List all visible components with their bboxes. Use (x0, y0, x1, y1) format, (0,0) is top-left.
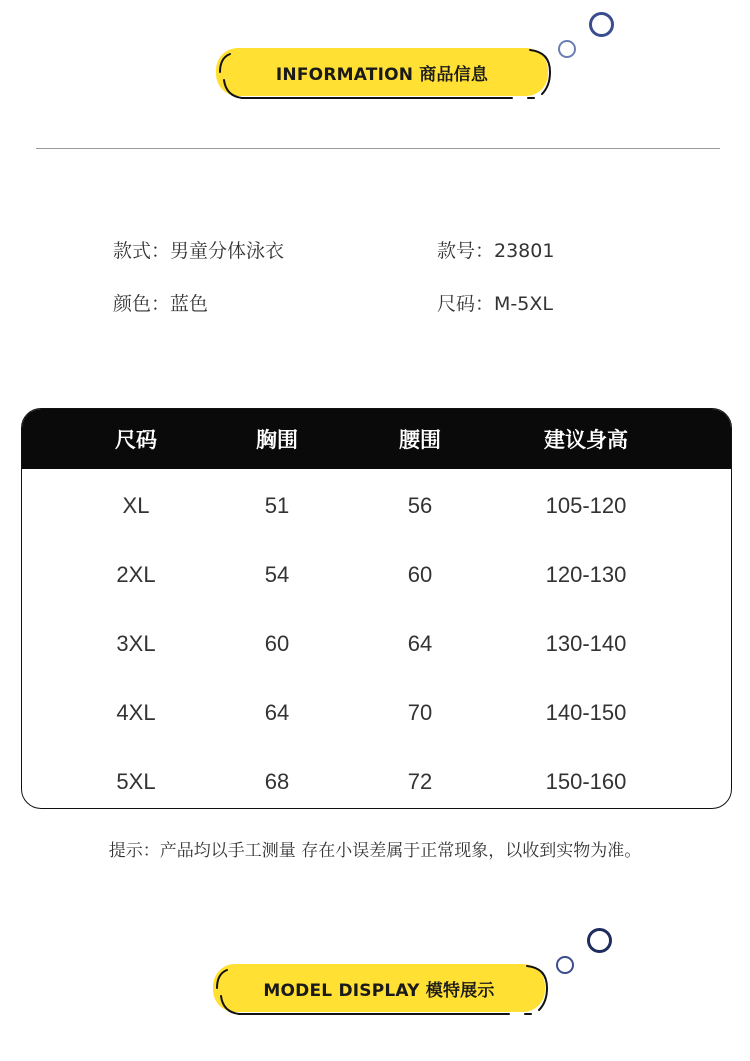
cell-height: 120-130 (545, 562, 627, 587)
table-row (22, 678, 731, 747)
cell-chest: 51 (264, 493, 290, 518)
cell-chest: 64 (264, 700, 290, 725)
table-row (22, 540, 731, 609)
cell-height: 140-150 (545, 700, 627, 725)
cell-waist: 60 (407, 562, 433, 587)
banner-title: MODEL DISPLAY 模特展示 (263, 980, 495, 1001)
style-info: 款式：男童分体泳衣 (113, 240, 285, 262)
model-display-banner (209, 960, 549, 1016)
cell-height: 105-120 (545, 493, 627, 518)
measurement-note: 提示：产品均以手工测量 存在小误差属于正常现象，以收到实物为准。 (108, 841, 642, 861)
bubble-small-icon (556, 956, 574, 974)
cell-chest: 68 (264, 769, 290, 794)
banner-title: INFORMATION 商品信息 (275, 64, 489, 85)
header-waist: 腰围 (399, 428, 441, 452)
table-row (22, 609, 731, 678)
table-row (22, 747, 731, 809)
information-banner (212, 44, 552, 100)
size-range-info: 尺码：M-5XL (437, 293, 553, 315)
cell-chest: 60 (264, 631, 290, 656)
cell-size: 4XL (116, 700, 156, 725)
bubble-large-icon (587, 928, 612, 953)
cell-height: 150-160 (545, 769, 627, 794)
header-size: 尺码 (115, 428, 157, 452)
cell-height: 130-140 (545, 631, 627, 656)
cell-waist: 56 (407, 493, 433, 518)
cell-chest: 54 (264, 562, 290, 587)
header-height: 建议身高 (544, 428, 628, 452)
model-number-info: 款号：23801 (437, 240, 555, 262)
header-chest: 胸围 (256, 428, 298, 452)
cell-waist: 70 (407, 700, 433, 725)
size-table (21, 408, 732, 809)
cell-waist: 64 (407, 631, 433, 656)
table-header (22, 409, 731, 469)
color-info: 颜色：蓝色 (113, 293, 209, 315)
cell-size: XL (122, 493, 150, 518)
table-row (22, 471, 731, 540)
divider (36, 148, 720, 149)
bubble-small-icon (558, 40, 576, 58)
cell-size: 3XL (116, 631, 156, 656)
cell-size: 5XL (116, 769, 156, 794)
bubble-large-icon (589, 12, 614, 37)
cell-size: 2XL (116, 562, 156, 587)
cell-waist: 72 (407, 769, 433, 794)
